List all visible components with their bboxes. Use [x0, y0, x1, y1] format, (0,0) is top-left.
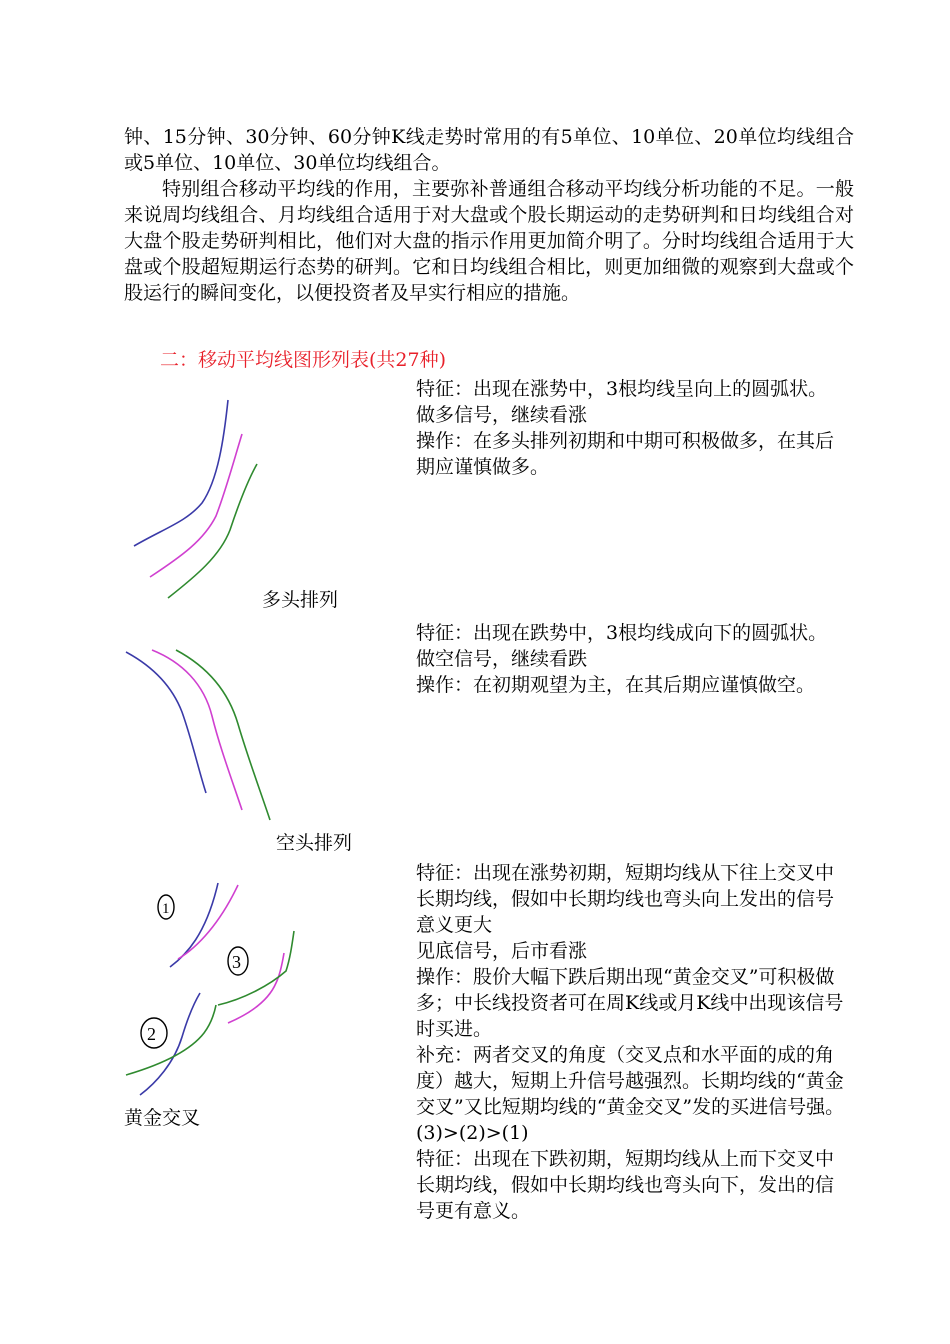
- bullish-alignment-figure: [120, 390, 280, 610]
- short-ma-line: [140, 993, 200, 1095]
- long-ma-line: [126, 1005, 216, 1075]
- signal-text: 做空信号，继续看跌: [416, 648, 588, 670]
- bearish-alignment-figure: [120, 640, 290, 825]
- marker-2-label: 2: [147, 1024, 156, 1044]
- operation-text: 操作：在多头排列初期和中期可积极做多，在其后期应谨慎做多。: [416, 430, 835, 478]
- supplement-text: 补充：两者交叉的角度（交叉点和水平面的成的角度）越大，短期上升信号越强烈。长期均线的“黄金交叉”又比短期均线的“黄金交叉”发的买进信号强。(3)>(2)>(1): [416, 1044, 845, 1144]
- mid-ma-line: [150, 434, 242, 577]
- operation-text: 操作：在初期观望为主，在其后期应谨慎做空。: [416, 674, 816, 696]
- golden-cross-figure: [120, 875, 310, 1105]
- mid-ma-line: [152, 650, 242, 810]
- pattern-name-bearish: 空头排列: [276, 832, 353, 854]
- short-ma-line: [170, 883, 218, 967]
- signal-text: 见底信号，后市看涨: [416, 940, 588, 962]
- operation-text: 操作：股价大幅下跌后期出现“黄金交叉”可积极做多；中长线投资者可在周K线或月K线中出现该信号时买进。: [416, 966, 844, 1040]
- feature-text: 特征：出现在涨势初期，短期均线从下往上交叉中长期均线，假如中长期均线也弯头向上发出的信号意义更大: [416, 862, 835, 936]
- pattern-name-bullish: 多头排列: [262, 589, 339, 611]
- intro-paragraph-2: 特别组合移动平均线的作用，主要弥补普通组合移动平均线分析功能的不足。一般来说周均线组合、月均线组合适用于对大盘或个股长期运动的走势研判和日均线组合对大盘个股走势研判相比，他们对大盘的指示作用更加简介明了。分时均线组合适用于大盘或个股超短期运行态势的研判。它和日均线组合相比，则更加细微的观察到大盘或个股运行的瞬间变化，以便投资者及早实行相应的措施。: [124, 178, 854, 304]
- feature-text: 特征：出现在跌势中，3根均线成向下的圆弧状。: [416, 622, 828, 644]
- mid-ma-line: [178, 885, 238, 959]
- short-ma-line: [134, 400, 228, 546]
- signal-text: 做多信号，继续看涨: [416, 404, 588, 426]
- intro-paragraph-1: 钟、15分钟、30分钟、60分钟K线走势时常用的有5单位、10单位、20单位均线组合或5单位、10单位、30单位均线组合。: [124, 126, 854, 174]
- marker-3-label: 3: [232, 952, 241, 972]
- intro-text: [124, 124, 854, 306]
- pattern-description-golden-cross: [416, 860, 852, 1224]
- short-ma-line: [126, 652, 206, 793]
- feature-text: 特征：出现在涨势中，3根均线呈向上的圆弧状。: [416, 378, 828, 400]
- pattern-name-golden-cross: 黄金交叉: [124, 1107, 201, 1129]
- section-title: 二：移动平均线图形列表(共27种): [160, 349, 447, 371]
- marker-1-label: 1: [162, 901, 170, 917]
- pattern-description-bearish: [416, 620, 852, 698]
- pattern-description-bullish: [416, 376, 852, 480]
- next-feature-text: 特征：出现在下跌初期，短期均线从上而下交叉中长期均线，假如中长期均线也弯头向下，发出的信号更有意义。: [416, 1148, 835, 1222]
